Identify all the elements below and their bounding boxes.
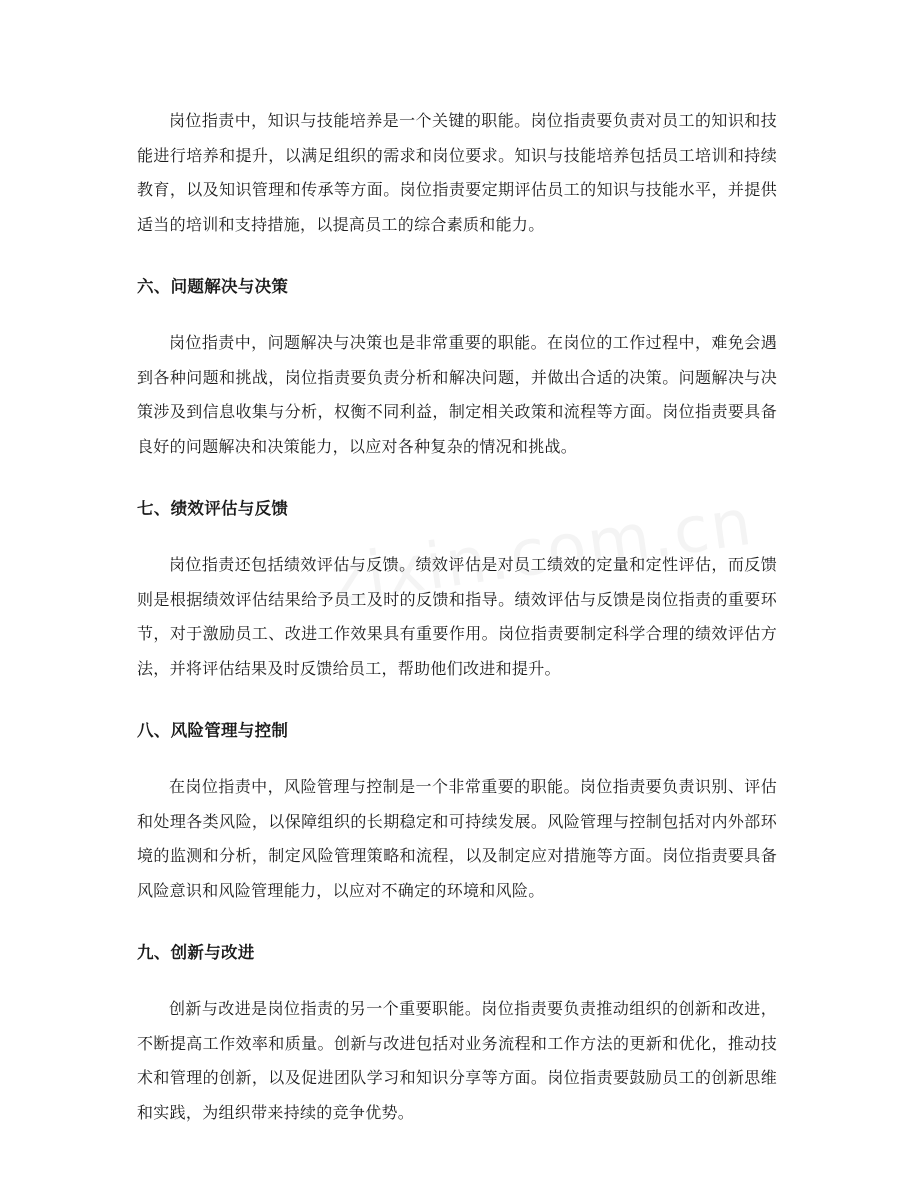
paragraph-performance-evaluation: 岗位指责还包括绩效评估与反馈。绩效评估是对员工绩效的定量和定性评估，而反馈则是根据绩效评估结果给予员工及时的反馈和指导。绩效评估与反馈是岗位指责的重要环节，对于激励员工、改进工作效果具有重要作用。岗位指责要制定科学合理的绩效评估方法，并将评估结果及时反馈给员工，帮助他们改进和提升。	[137, 555, 777, 678]
heading-performance-evaluation: 七、绩效评估与反馈	[137, 499, 289, 518]
paragraph-risk-management: 在岗位指责中，风险管理与控制是一个非常重要的职能。岗位指责要负责识别、评估和处理各类风险，以保障组织的长期稳定和可持续发展。风险管理与控制包括对内外部环境的监测和分析，制定风险管理策略和流程，以及制定应对措施等方面。岗位指责要具备风险意识和风险管理能力，以应对不确定的环境和风险。	[137, 777, 777, 900]
paragraph-knowledge-skills: 岗位指责中，知识与技能培养是一个关键的职能。岗位指责要负责对员工的知识和技能进行培养和提升，以满足组织的需求和岗位要求。知识与技能培养包括员工培训和持续教育，以及知识管理和传承等方面。岗位指责要定期评估员工的知识与技能水平，并提供适当的培训和支持措施，以提高员工的综合素质和能力。	[137, 111, 777, 234]
document-body	[137, 104, 777, 1130]
heading-innovation: 九、创新与改进	[137, 943, 255, 962]
paragraph-innovation: 创新与改进是岗位指责的另一个重要职能。岗位指责要负责推动组织的创新和改进，不断提高工作效率和质量。创新与改进包括对业务流程和工作方法的更新和优化，推动技术和管理的创新，以及促进团队学习和知识分享等方面。岗位指责要鼓励员工的创新思维和实践，为组织带来持续的竞争优势。	[137, 999, 777, 1122]
heading-problem-solving: 六、问题解决与决策	[137, 277, 289, 296]
paragraph-problem-solving: 岗位指责中，问题解决与决策也是非常重要的职能。在岗位的工作过程中，难免会遇到各种问题和挑战，岗位指责要负责分析和解决问题，并做出合适的决策。问题解决与决策涉及到信息收集与分析，权衡不同利益，制定相关政策和流程等方面。岗位指责要具备良好的问题解决和决策能力，以应对各种复杂的情况和挑战。	[137, 333, 777, 456]
heading-risk-management: 八、风险管理与控制	[137, 721, 289, 740]
